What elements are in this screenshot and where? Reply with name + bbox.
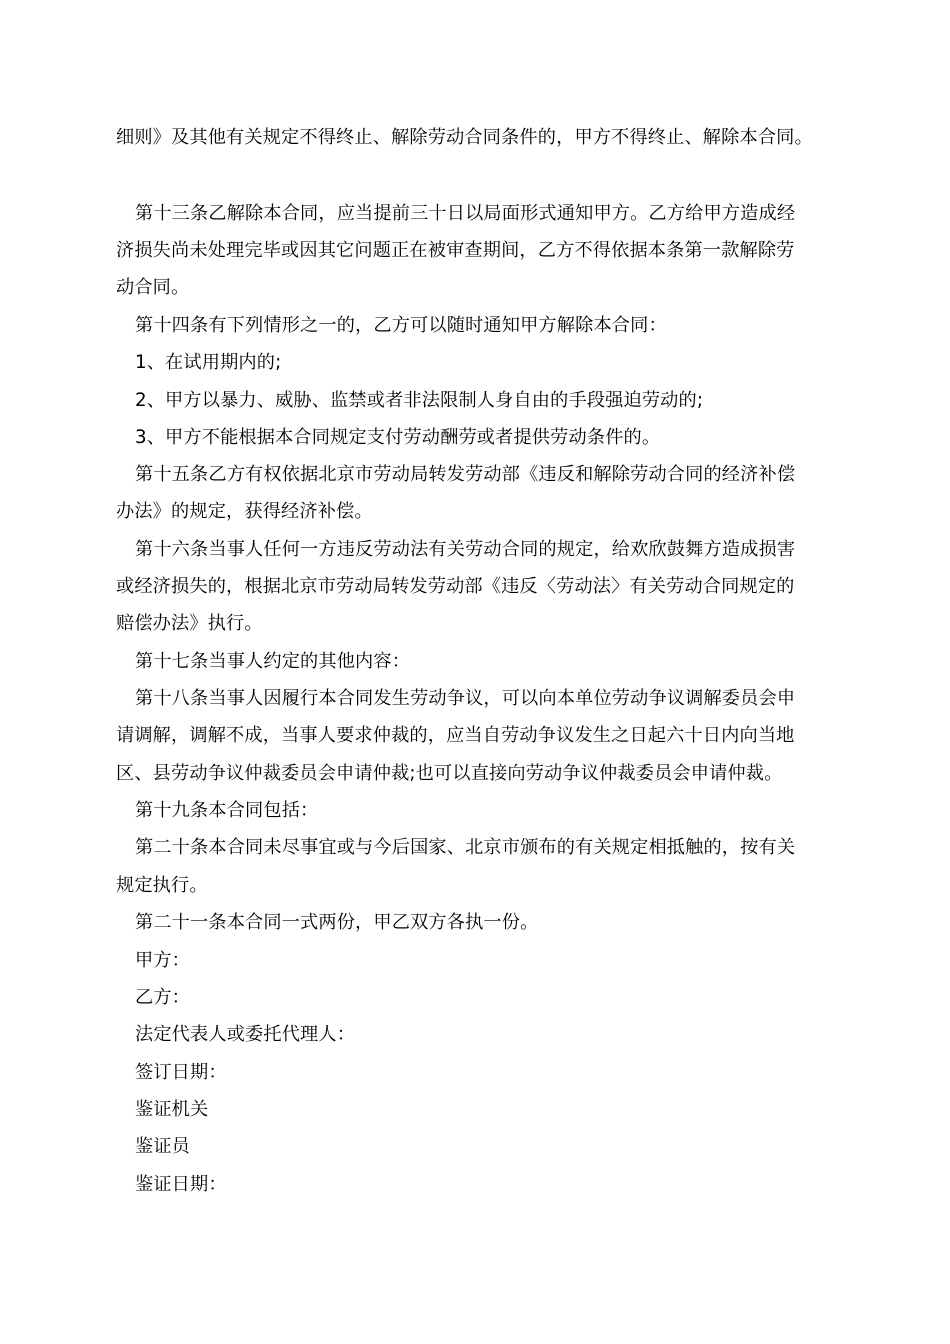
list-item: 3、甲方不能根据本合同规定支付劳动酬劳或者提供劳动条件的。 — [135, 427, 661, 448]
certifying-authority-label: 鉴证机关 — [135, 1099, 209, 1120]
text-line: 请调解，调解不成，当事人要求仲裁的，应当自劳动争议发生之日起六十日内向当地 — [116, 725, 795, 746]
text-line: 办法》的规定，获得经济补偿。 — [116, 501, 373, 522]
article-17: 第十七条当事人约定的其他内容： — [135, 651, 411, 672]
certifier-label: 鉴证员 — [135, 1136, 191, 1157]
list-item: 2、甲方以暴力、威胁、监禁或者非法限制人身自由的手段强迫劳动的; — [135, 390, 704, 411]
article-18: 第十八条当事人因履行本合同发生劳动争议，可以向本单位劳动争议调解委员会申 — [135, 688, 796, 709]
article-15: 第十五条乙方有权依据北京市劳动局转发劳动部《违反和解除劳动合同的经济补偿 — [135, 464, 796, 485]
party-b-label: 乙方： — [135, 987, 191, 1008]
list-item: 1、在试用期内的; — [135, 352, 282, 373]
text-line: 赔偿办法》执行。 — [116, 613, 263, 634]
text-line: 济损失尚未处理完毕或因其它问题正在被审查期间，乙方不得依据本条第一款解除劳 — [116, 240, 795, 261]
article-19: 第十九条本合同包括： — [135, 800, 319, 821]
article-20: 第二十条本合同未尽事宜或与今后国家、北京市颁布的有关规定相抵触的，按有关 — [135, 837, 796, 858]
article-13: 第十三条乙解除本合同，应当提前三十日以局面形式通知甲方。乙方给甲方造成经 — [135, 203, 796, 224]
text-line: 或经济损失的，根据北京市劳动局转发劳动部《违反〈劳动法〉有关劳动合同规定的 — [116, 576, 795, 597]
article-16: 第十六条当事人任何一方违反劳动法有关劳动合同的规定，给欢欣鼓舞方造成损害 — [135, 539, 796, 560]
signing-date-label: 签订日期： — [135, 1062, 227, 1083]
party-a-label: 甲方： — [135, 950, 191, 971]
article-14: 第十四条有下列情形之一的，乙方可以随时通知甲方解除本合同： — [135, 315, 667, 336]
certification-date-label: 鉴证日期： — [135, 1174, 227, 1195]
text-line: 动合同。 — [116, 277, 190, 298]
text-line: 规定执行。 — [116, 875, 208, 896]
text-line: 细则》及其他有关规定不得终止、解除劳动合同条件的，甲方不得终止、解除本合同。 — [116, 127, 813, 148]
representative-label: 法定代表人或委托代理人： — [135, 1024, 356, 1045]
article-21: 第二十一条本合同一式两份，甲乙双方各执一份。 — [135, 912, 539, 933]
text-line: 区、县劳动争议仲裁委员会申请仲裁;也可以直接向劳动争议仲裁委员会申请仲裁。 — [116, 763, 783, 784]
